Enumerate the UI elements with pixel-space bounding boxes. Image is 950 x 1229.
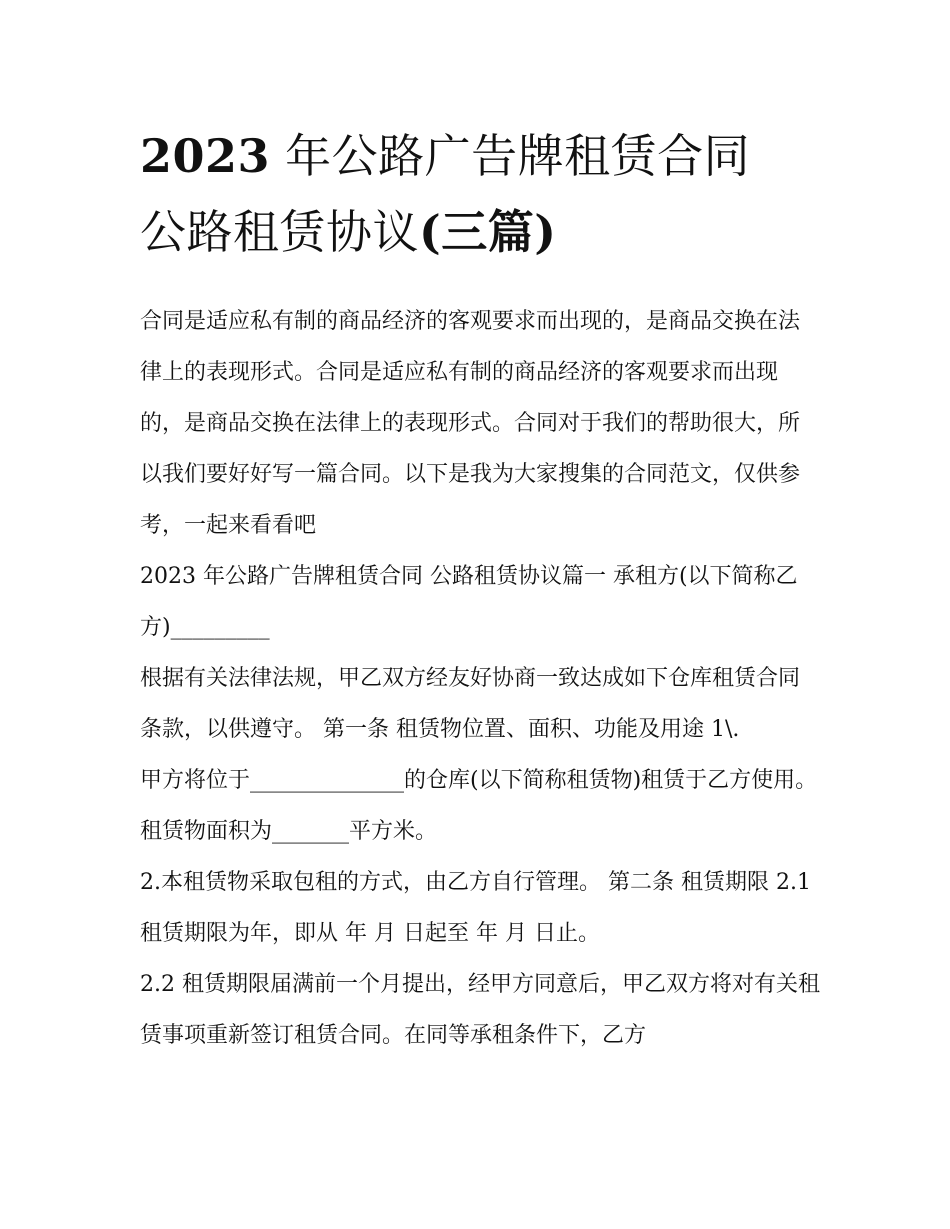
title-line-2-text: 公路租赁协议 [140,205,419,259]
title-line-2-paren: (三篇) [419,205,557,259]
title-line-2 [140,194,820,270]
paragraph-heading: 2023 年公路广告牌租赁合同 公路租赁协议篇一 承租方(以下简称乙方)_________ [140,564,798,640]
title-line-1 [140,118,820,194]
title-line-1-text: 年公路广告牌租赁合同 [270,129,751,183]
paragraph-article-1: 根据有关法律法规，甲乙双方经友好协商一致达成如下仓库租赁合同条款，以供遵守。 第一条 租赁物位置、面积、功能及用途 1\. [140,666,801,742]
paragraph-article-2: 2.本租赁物采取包租的方式，由乙方自行管理。 第二条 租赁期限 2.1 租赁期限为年，即从 年 月 日起至 年 月 日止。 [140,870,811,946]
paragraph-location: 甲方将位于______________的仓库(以下简称租赁物)租赁于乙方使用。租赁物面积为_______平方米。 [140,768,818,844]
document-body [140,296,820,1061]
paragraph-renewal: 2.2 租赁期限届满前一个月提出，经甲方同意后，甲乙双方将对有关租赁事项重新签订租赁合同。在同等承租条件下，乙方 [140,972,820,1048]
document-title [140,118,820,270]
paragraph-intro: 合同是适应私有制的商品经济的客观要求而出现的，是商品交换在法律上的表现形式。合同是适应私有制的商品经济的客观要求而出现的，是商品交换在法律上的表现形式。合同对于我们的帮助很大，所以我们要好好写一篇合同。以下是我为大家搜集的合同范文，仅供参考，一起来看看吧 [140,309,801,538]
document-page [140,118,820,1061]
title-year: 2023 [140,129,271,183]
